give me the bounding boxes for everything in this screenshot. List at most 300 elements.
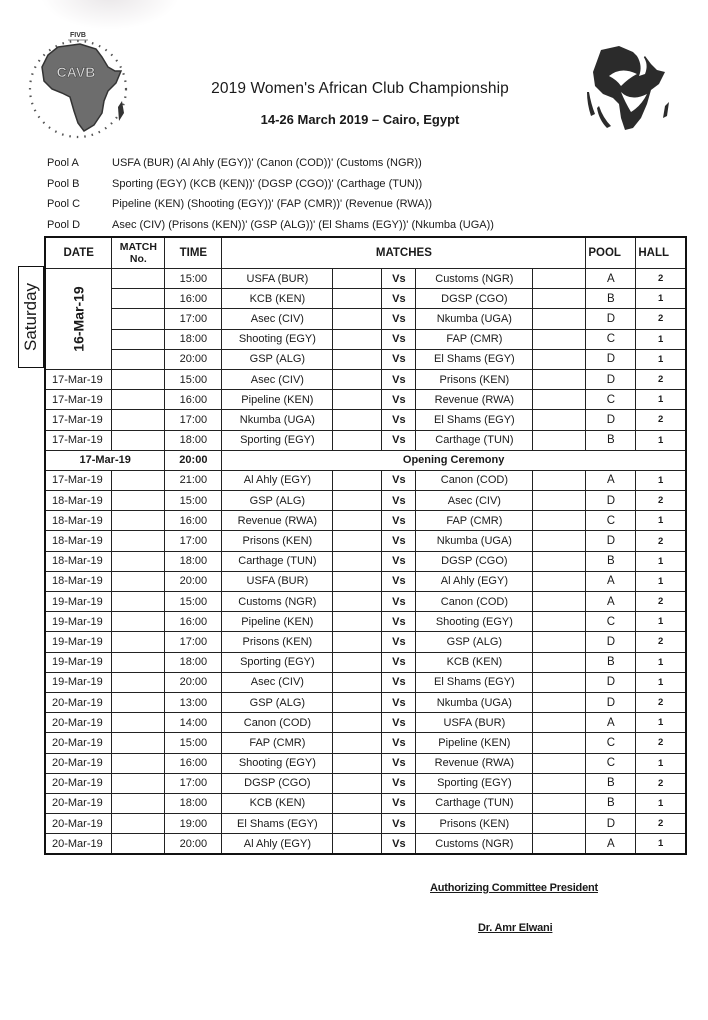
ceremony-row	[45, 450, 686, 470]
time-cell: 15:00	[165, 491, 222, 511]
day-label: Saturday	[21, 282, 41, 352]
spacer-cell	[533, 269, 586, 289]
team2-cell: El Shams (EGY)	[416, 410, 533, 430]
vs-cell: Vs	[382, 369, 416, 389]
header-match-no-line1: MATCH	[119, 241, 157, 253]
team1-cell: Al Ahly (EGY)	[222, 834, 333, 855]
signature-title: Authorizing Committee President	[430, 882, 598, 894]
team1-cell: Shooting (EGY)	[222, 753, 333, 773]
page-title: 2019 Women's African Club Championship	[211, 80, 509, 97]
team2-cell: KCB (KEN)	[416, 652, 533, 672]
date-cell: 17-Mar-19	[45, 470, 112, 490]
time-cell: 17:00	[165, 531, 222, 551]
vs-cell: Vs	[382, 410, 416, 430]
date-cell: 20-Mar-19	[45, 793, 112, 813]
spacer-cell	[333, 612, 382, 632]
time-cell: 15:00	[165, 269, 222, 289]
spacer-cell	[333, 329, 382, 349]
spacer-cell	[533, 652, 586, 672]
match-no-cell	[112, 329, 165, 349]
table-row	[45, 793, 686, 813]
spacer-cell	[333, 470, 382, 490]
hall-cell: 1	[636, 430, 686, 450]
spacer-cell	[333, 511, 382, 531]
team2-cell: Canon (COD)	[416, 592, 533, 612]
table-row	[45, 470, 686, 490]
date-cell: 20-Mar-19	[45, 692, 112, 712]
spacer-cell	[533, 349, 586, 369]
time-cell: 16:00	[165, 753, 222, 773]
table-row	[45, 672, 686, 692]
date-cell: 17-Mar-19	[45, 369, 112, 389]
team2-cell: Revenue (RWA)	[416, 753, 533, 773]
match-no-cell	[112, 793, 165, 813]
table-row	[45, 491, 686, 511]
spacer-cell	[333, 793, 382, 813]
vs-cell: Vs	[382, 834, 416, 855]
hall-cell: 1	[636, 551, 686, 571]
match-no-cell	[112, 713, 165, 733]
table-row	[45, 773, 686, 793]
team2-cell: Prisons (KEN)	[416, 369, 533, 389]
match-no-cell	[112, 551, 165, 571]
ceremony-label-cell: Opening Ceremony	[222, 450, 686, 470]
team2-cell: Prisons (KEN)	[416, 814, 533, 834]
spacer-cell	[333, 733, 382, 753]
match-no-cell	[112, 349, 165, 369]
hall-cell: 1	[636, 390, 686, 410]
team1-cell: GSP (ALG)	[222, 349, 333, 369]
hall-cell: 1	[636, 834, 686, 855]
time-cell: 15:00	[165, 592, 222, 612]
pool-row	[47, 153, 494, 174]
match-no-cell	[112, 289, 165, 309]
time-cell: 21:00	[165, 470, 222, 490]
match-no-cell	[112, 491, 165, 511]
time-cell: 16:00	[165, 289, 222, 309]
match-no-cell	[112, 269, 165, 289]
match-no-cell	[112, 531, 165, 551]
match-no-cell	[112, 612, 165, 632]
date-cell: 20-Mar-19	[45, 773, 112, 793]
match-no-cell	[112, 692, 165, 712]
team2-cell: Nkumba (UGA)	[416, 531, 533, 551]
team1-cell: USFA (BUR)	[222, 269, 333, 289]
svg-text:FIVB: FIVB	[70, 32, 86, 39]
time-cell: 15:00	[165, 369, 222, 389]
hall-cell: 2	[636, 309, 686, 329]
pool-cell: D	[586, 309, 636, 329]
table-row	[45, 511, 686, 531]
spacer-cell	[533, 632, 586, 652]
time-cell: 15:00	[165, 733, 222, 753]
time-cell: 19:00	[165, 814, 222, 834]
match-no-cell	[112, 834, 165, 855]
spacer-cell	[333, 672, 382, 692]
time-cell: 18:00	[165, 430, 222, 450]
spacer-cell	[533, 713, 586, 733]
team1-cell: Carthage (TUN)	[222, 551, 333, 571]
match-no-cell	[112, 571, 165, 591]
match-no-cell	[112, 390, 165, 410]
pool-cell: A	[586, 571, 636, 591]
schedule-table	[44, 236, 687, 855]
hall-cell: 1	[636, 511, 686, 531]
vs-cell: Vs	[382, 511, 416, 531]
pool-cell: C	[586, 612, 636, 632]
hall-cell: 2	[636, 692, 686, 712]
spacer-cell	[333, 309, 382, 329]
pool-cell: D	[586, 632, 636, 652]
svg-text:CAVB: CAVB	[56, 64, 96, 80]
vs-cell: Vs	[382, 592, 416, 612]
vs-cell: Vs	[382, 692, 416, 712]
match-no-cell	[112, 814, 165, 834]
hall-cell: 1	[636, 349, 686, 369]
match-no-cell	[112, 632, 165, 652]
time-cell: 16:00	[165, 511, 222, 531]
spacer-cell	[333, 814, 382, 834]
date-cell: 18-Mar-19	[45, 491, 112, 511]
pool-teams: Pipeline (KEN) (Shooting (EGY))' (FAP (CMR))' (Revenue (RWA))	[112, 198, 433, 211]
vs-cell: Vs	[382, 793, 416, 813]
team1-cell: Al Ahly (EGY)	[222, 470, 333, 490]
vs-cell: Vs	[382, 430, 416, 450]
spacer-cell	[533, 612, 586, 632]
header-pool: POOL	[586, 237, 636, 269]
team1-cell: Asec (CIV)	[222, 672, 333, 692]
spacer-cell	[533, 692, 586, 712]
vs-cell: Vs	[382, 289, 416, 309]
match-no-cell	[112, 652, 165, 672]
pool-cell: D	[586, 410, 636, 430]
vs-cell: Vs	[382, 753, 416, 773]
match-no-cell	[112, 592, 165, 612]
photo-glare	[40, 0, 180, 30]
vs-cell: Vs	[382, 814, 416, 834]
time-cell: 18:00	[165, 551, 222, 571]
pool-cell: D	[586, 672, 636, 692]
team2-cell: Carthage (TUN)	[416, 793, 533, 813]
spacer-cell	[533, 309, 586, 329]
table-row	[45, 632, 686, 652]
vs-cell: Vs	[382, 632, 416, 652]
team1-cell: Customs (NGR)	[222, 592, 333, 612]
africa-volleyball-logo-icon	[585, 42, 675, 134]
date-cell: 19-Mar-19	[45, 632, 112, 652]
spacer-cell	[533, 410, 586, 430]
time-cell: 18:00	[165, 329, 222, 349]
vs-cell: Vs	[382, 390, 416, 410]
team1-cell: DGSP (CGO)	[222, 773, 333, 793]
pool-cell: D	[586, 531, 636, 551]
hall-cell: 1	[636, 753, 686, 773]
table-row	[45, 390, 686, 410]
table-row	[45, 753, 686, 773]
match-no-cell	[112, 773, 165, 793]
pool-cell: B	[586, 551, 636, 571]
date-cell: 18-Mar-19	[45, 511, 112, 531]
time-cell: 17:00	[165, 632, 222, 652]
spacer-cell	[333, 773, 382, 793]
pool-cell: A	[586, 834, 636, 855]
vs-cell: Vs	[382, 672, 416, 692]
spacer-cell	[333, 592, 382, 612]
date-cell: 18-Mar-19	[45, 551, 112, 571]
time-cell: 16:00	[165, 390, 222, 410]
table-row	[45, 349, 686, 369]
team1-cell: Revenue (RWA)	[222, 511, 333, 531]
spacer-cell	[333, 692, 382, 712]
vs-cell: Vs	[382, 349, 416, 369]
pool-name: Pool D	[47, 218, 81, 231]
pool-cell: A	[586, 269, 636, 289]
hall-cell: 2	[636, 491, 686, 511]
pool-cell: B	[586, 773, 636, 793]
table-row	[45, 612, 686, 632]
pool-teams: Asec (CIV) (Prisons (KEN))' (GSP (ALG))' (El Shams (EGY))' (Nkumba (UGA))	[112, 218, 494, 231]
pool-cell: C	[586, 511, 636, 531]
hall-cell: 1	[636, 289, 686, 309]
table-row	[45, 692, 686, 712]
pool-teams: Sporting (EGY) (KCB (KEN))' (DGSP (CGO))' (Carthage (TUN))	[112, 177, 423, 190]
hall-cell: 1	[636, 713, 686, 733]
time-cell: 20:00	[165, 672, 222, 692]
hall-cell: 1	[636, 652, 686, 672]
time-cell: 16:00	[165, 612, 222, 632]
spacer-cell	[533, 814, 586, 834]
spacer-cell	[533, 491, 586, 511]
team2-cell: Asec (CIV)	[416, 491, 533, 511]
time-cell: 20:00	[165, 349, 222, 369]
hall-cell: 2	[636, 369, 686, 389]
vs-cell: Vs	[382, 470, 416, 490]
header-match-no-line2: No.	[129, 253, 147, 265]
vs-cell: Vs	[382, 531, 416, 551]
table-row	[45, 410, 686, 430]
team2-cell: USFA (BUR)	[416, 713, 533, 733]
team1-cell: GSP (ALG)	[222, 692, 333, 712]
vs-cell: Vs	[382, 551, 416, 571]
team2-cell: Shooting (EGY)	[416, 612, 533, 632]
vs-cell: Vs	[382, 612, 416, 632]
team1-cell: Pipeline (KEN)	[222, 612, 333, 632]
schedule-body	[45, 269, 686, 855]
team1-cell: Canon (COD)	[222, 713, 333, 733]
time-cell: 20:00	[165, 834, 222, 855]
hall-cell: 1	[636, 672, 686, 692]
spacer-cell	[533, 793, 586, 813]
hall-cell: 2	[636, 592, 686, 612]
time-cell: 20:00	[165, 571, 222, 591]
team1-cell: El Shams (EGY)	[222, 814, 333, 834]
spacer-cell	[333, 269, 382, 289]
table-row	[45, 551, 686, 571]
spacer-cell	[333, 632, 382, 652]
pool-cell: D	[586, 491, 636, 511]
hall-cell: 2	[636, 410, 686, 430]
pool-name: Pool B	[47, 177, 80, 190]
table-row	[45, 652, 686, 672]
team2-cell: DGSP (CGO)	[416, 289, 533, 309]
table-row	[45, 531, 686, 551]
spacer-cell	[333, 713, 382, 733]
pool-row	[47, 174, 494, 195]
team2-cell: Nkumba (UGA)	[416, 692, 533, 712]
day-date: 16-Mar-19	[70, 286, 87, 352]
table-row	[45, 309, 686, 329]
team2-cell: Nkumba (UGA)	[416, 309, 533, 329]
match-no-cell	[112, 430, 165, 450]
match-no-cell	[112, 733, 165, 753]
team2-cell: Sporting (EGY)	[416, 773, 533, 793]
team1-cell: Prisons (KEN)	[222, 632, 333, 652]
spacer-cell	[533, 531, 586, 551]
header-match-no	[112, 237, 165, 269]
date-cell: 20-Mar-19	[45, 834, 112, 855]
date-cell: 19-Mar-19	[45, 612, 112, 632]
spacer-cell	[333, 289, 382, 309]
team2-cell: GSP (ALG)	[416, 632, 533, 652]
pool-cell: B	[586, 793, 636, 813]
table-header-row	[45, 237, 686, 269]
hall-cell: 2	[636, 773, 686, 793]
hall-cell: 2	[636, 733, 686, 753]
spacer-cell	[333, 531, 382, 551]
spacer-cell	[533, 329, 586, 349]
spacer-cell	[333, 390, 382, 410]
spacer-cell	[533, 733, 586, 753]
vs-cell: Vs	[382, 733, 416, 753]
pool-list	[47, 153, 494, 235]
table-row	[45, 269, 686, 289]
pool-cell: B	[586, 289, 636, 309]
pool-name: Pool C	[47, 198, 81, 211]
team2-cell: Pipeline (KEN)	[416, 733, 533, 753]
spacer-cell	[333, 551, 382, 571]
pool-cell: A	[586, 470, 636, 490]
team1-cell: Sporting (EGY)	[222, 430, 333, 450]
table-row	[45, 713, 686, 733]
ceremony-date-cell: 17-Mar-19	[45, 450, 165, 470]
team1-cell: Asec (CIV)	[222, 369, 333, 389]
time-cell: 17:00	[165, 309, 222, 329]
hall-cell: 2	[636, 269, 686, 289]
header-date: DATE	[45, 237, 112, 269]
spacer-cell	[533, 390, 586, 410]
date-cell: 20-Mar-19	[45, 814, 112, 834]
date-cell: 17-Mar-19	[45, 390, 112, 410]
spacer-cell	[333, 430, 382, 450]
time-cell: 17:00	[165, 773, 222, 793]
spacer-cell	[333, 834, 382, 855]
time-cell: 18:00	[165, 793, 222, 813]
table-row	[45, 329, 686, 349]
team2-cell: DGSP (CGO)	[416, 551, 533, 571]
match-no-cell	[112, 369, 165, 389]
day-date-cell	[45, 269, 112, 370]
day-label-box	[18, 266, 44, 368]
team2-cell: Customs (NGR)	[416, 834, 533, 855]
signature-name: Dr. Amr Elwani	[478, 922, 553, 934]
team2-cell: Customs (NGR)	[416, 269, 533, 289]
date-cell: 20-Mar-19	[45, 753, 112, 773]
pool-cell: D	[586, 692, 636, 712]
spacer-cell	[533, 571, 586, 591]
match-no-cell	[112, 511, 165, 531]
team1-cell: USFA (BUR)	[222, 571, 333, 591]
spacer-cell	[533, 592, 586, 612]
pool-row	[47, 194, 494, 215]
hall-cell: 1	[636, 612, 686, 632]
pool-cell: C	[586, 329, 636, 349]
date-cell: 20-Mar-19	[45, 733, 112, 753]
spacer-cell	[533, 511, 586, 531]
date-cell: 19-Mar-19	[45, 592, 112, 612]
team2-cell: El Shams (EGY)	[416, 672, 533, 692]
spacer-cell	[333, 491, 382, 511]
hall-cell: 1	[636, 793, 686, 813]
vs-cell: Vs	[382, 269, 416, 289]
spacer-cell	[533, 773, 586, 793]
pool-cell: D	[586, 369, 636, 389]
time-cell: 14:00	[165, 713, 222, 733]
spacer-cell	[533, 289, 586, 309]
pool-cell: A	[586, 592, 636, 612]
team1-cell: Sporting (EGY)	[222, 652, 333, 672]
team1-cell: KCB (KEN)	[222, 793, 333, 813]
table-row	[45, 814, 686, 834]
pool-name: Pool A	[47, 157, 79, 170]
header-hall: HALL	[636, 237, 686, 269]
team2-cell: Al Ahly (EGY)	[416, 571, 533, 591]
team1-cell: Asec (CIV)	[222, 309, 333, 329]
spacer-cell	[333, 410, 382, 430]
table-row	[45, 430, 686, 450]
table-row	[45, 289, 686, 309]
date-cell: 18-Mar-19	[45, 571, 112, 591]
vs-cell: Vs	[382, 491, 416, 511]
header-matches: MATCHES	[222, 237, 586, 269]
vs-cell: Vs	[382, 329, 416, 349]
date-cell: 17-Mar-19	[45, 430, 112, 450]
match-no-cell	[112, 410, 165, 430]
match-no-cell	[112, 470, 165, 490]
team2-cell: El Shams (EGY)	[416, 349, 533, 369]
spacer-cell	[333, 571, 382, 591]
vs-cell: Vs	[382, 571, 416, 591]
spacer-cell	[533, 551, 586, 571]
table-row	[45, 733, 686, 753]
spacer-cell	[333, 652, 382, 672]
spacer-cell	[533, 753, 586, 773]
pool-cell: B	[586, 430, 636, 450]
team2-cell: FAP (CMR)	[416, 511, 533, 531]
pool-cell: D	[586, 349, 636, 369]
pool-cell: C	[586, 753, 636, 773]
spacer-cell	[333, 753, 382, 773]
vs-cell: Vs	[382, 773, 416, 793]
pool-teams: USFA (BUR) (Al Ahly (EGY))' (Canon (COD))' (Customs (NGR))	[112, 157, 422, 170]
time-cell: 18:00	[165, 652, 222, 672]
spacer-cell	[533, 672, 586, 692]
pool-cell: C	[586, 733, 636, 753]
pool-cell: D	[586, 814, 636, 834]
team1-cell: FAP (CMR)	[222, 733, 333, 753]
hall-cell: 2	[636, 531, 686, 551]
table-row	[45, 834, 686, 855]
spacer-cell	[333, 369, 382, 389]
